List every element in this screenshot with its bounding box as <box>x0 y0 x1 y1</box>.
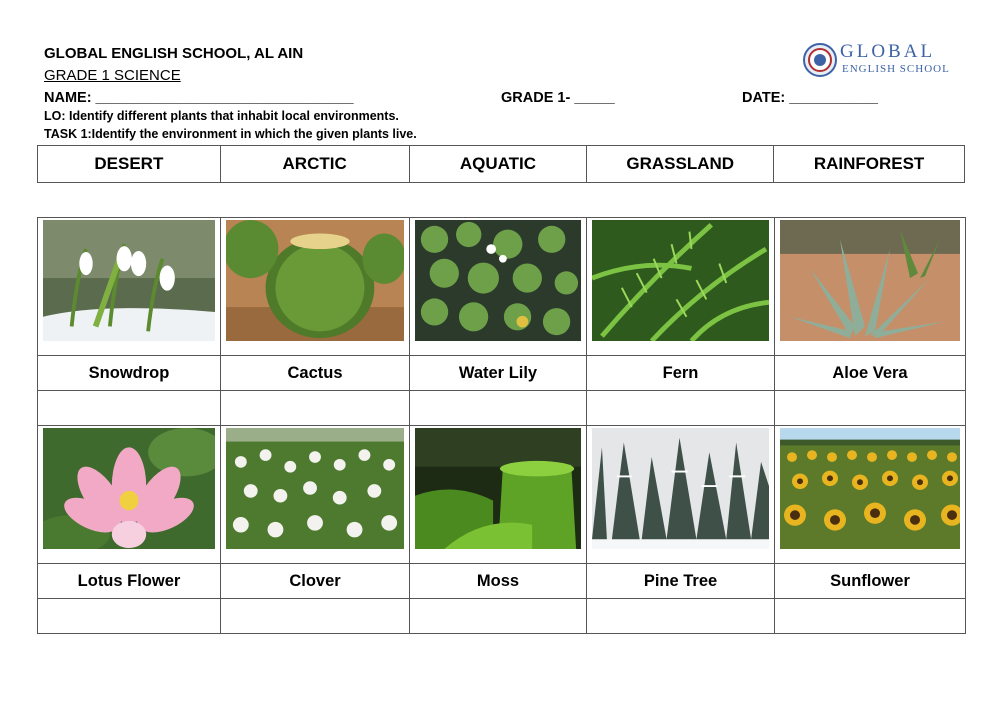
plant-name-sunflower: Sunflower <box>775 564 966 599</box>
plant-image-cell <box>775 218 966 356</box>
aloe-vera-image <box>780 220 960 341</box>
school-logo <box>800 40 955 80</box>
plant-image-cell <box>221 218 410 356</box>
name-field[interactable]: NAME: ________________________________ <box>44 90 354 106</box>
fern-image <box>592 220 769 341</box>
answer-cell-sunflower[interactable] <box>775 599 966 634</box>
pine-tree-image <box>592 428 769 549</box>
cactus-image <box>226 220 404 341</box>
student-info-row <box>44 90 944 110</box>
logo-emblem-icon <box>802 42 838 78</box>
answer-cell-water-lily[interactable] <box>410 391 587 426</box>
answer-cell-cactus[interactable] <box>221 391 410 426</box>
plant-name-clover: Clover <box>221 564 410 599</box>
lotus-flower-image <box>43 428 215 549</box>
answer-cell-moss[interactable] <box>410 599 587 634</box>
plant-name-water-lily: Water Lily <box>410 356 587 391</box>
plant-name-moss: Moss <box>410 564 587 599</box>
env-rainforest: RAINFOREST <box>774 146 965 183</box>
env-aquatic: AQUATIC <box>409 146 587 183</box>
plant-image-cell <box>38 218 221 356</box>
moss-image <box>415 428 581 549</box>
plant-table <box>37 217 966 634</box>
plant-image-cell <box>775 426 966 564</box>
plant-image-cell <box>38 426 221 564</box>
logo-line1: GLOBAL <box>840 41 936 62</box>
subject-title: GRADE 1 SCIENCE <box>44 67 181 84</box>
answer-cell-fern[interactable] <box>587 391 775 426</box>
plant-image-cell <box>221 426 410 564</box>
clover-image <box>226 428 404 549</box>
plant-image-cell <box>410 218 587 356</box>
plant-name-snowdrop: Snowdrop <box>38 356 221 391</box>
date-field[interactable]: DATE: ___________ <box>742 90 878 106</box>
answer-cell-aloe-vera[interactable] <box>775 391 966 426</box>
plant-name-aloe-vera: Aloe Vera <box>775 356 966 391</box>
answer-cell-lotus-flower[interactable] <box>38 599 221 634</box>
plant-image-cell <box>587 426 775 564</box>
plant-name-lotus-flower: Lotus Flower <box>38 564 221 599</box>
plant-image-cell <box>587 218 775 356</box>
env-arctic: ARCTIC <box>220 146 409 183</box>
plant-image-cell <box>410 426 587 564</box>
task-instruction: TASK 1:Identify the environment in which the given plants live. <box>44 127 417 141</box>
plant-name-pine-tree: Pine Tree <box>587 564 775 599</box>
logo-line2: ENGLISH SCHOOL <box>842 63 950 75</box>
env-grassland: GRASSLAND <box>587 146 774 183</box>
environment-table <box>37 145 965 183</box>
plant-name-fern: Fern <box>587 356 775 391</box>
env-desert: DESERT <box>38 146 221 183</box>
sunflower-image <box>780 428 960 549</box>
answer-cell-clover[interactable] <box>221 599 410 634</box>
grade-field[interactable]: GRADE 1- _____ <box>501 90 615 106</box>
water-lily-image <box>415 220 581 341</box>
school-name: GLOBAL ENGLISH SCHOOL, AL AIN <box>44 45 304 62</box>
answer-cell-snowdrop[interactable] <box>38 391 221 426</box>
snowdrop-image <box>43 220 215 341</box>
answer-cell-pine-tree[interactable] <box>587 599 775 634</box>
plant-name-cactus: Cactus <box>221 356 410 391</box>
learning-objective: LO: Identify different plants that inhabit local environments. <box>44 109 399 123</box>
